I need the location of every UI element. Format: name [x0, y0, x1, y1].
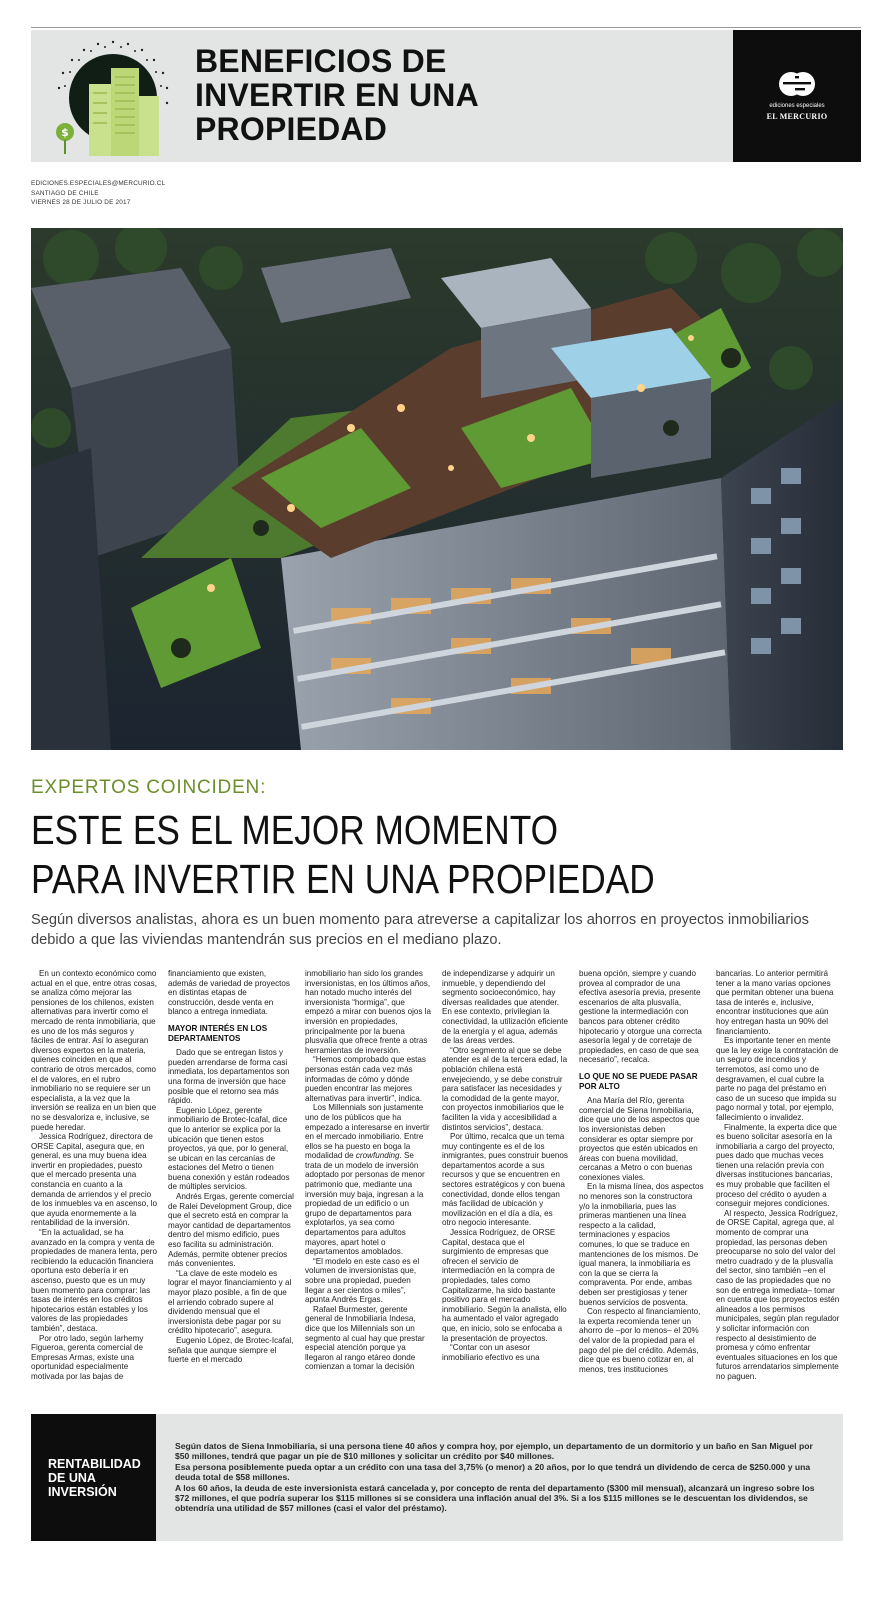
paragraph: Jessica Rodríguez, de ORSE Capital, destaca que el surgimiento de empresas que ofrecen el servicio de intermediación en la compra de propiedades, tales como Capitalizarme, ha sido bastante positivo para el mercado inmobiliario. Según la analista, ello ha aumentado el valor agregado que, en inicio, solo se enfocaba a la presentación de proyectos.: [442, 1228, 567, 1343]
article-column-4: [442, 969, 568, 1399]
paragraph: Rafael Burmester, gerente general de Inmobiliaria Indesa, dice que los Millennials son un segmento al cual hay que prestar especial atención porque ya llegaron al rango etáreo donde comienzan a tomar la decisión: [305, 1304, 425, 1372]
el-mercurio-logo-icon: [777, 70, 817, 98]
section-header: [31, 30, 861, 162]
article-column-5: [579, 969, 705, 1399]
emphasis-term: crowfunding: [355, 1151, 400, 1161]
edition-city: SANTIAGO DE CHILE: [31, 189, 99, 197]
paragraph: bancarias. Lo anterior permitirá tener a la mano varias opciones que permitan obtener una buena tasa de interés e, inclusive, encontrar instituciones que aún hoy entregan hasta un 90% del financiamiento.: [716, 969, 834, 1036]
paragraph: Dado que se entregan listos y pueden arrendarse de forma casi inmediata, los departamentos son una forma de inversión que hace posible que el retorno sea más rápido.: [168, 1048, 290, 1106]
paragraph: “Otro segmento al que se debe atender es al de la tercera edad, la población chilena está envejeciendo, y se debe construir para satisfacer las necesidades y la comodidad de la gente mayor, con proyectos inmobiliarios que le faciliten la vida y accesibilidad a distintos servicios”, destaca.: [442, 1045, 568, 1132]
text-run: Los Millennials son justamente uno de los públicos que ha empezado a interesarse en invertir en el mercado inmobiliario. Entre ellos se ha puesto en boga la modalidad de: [305, 1103, 430, 1161]
paragraph: En un contexto económico como actual en el que, entre otras cosas, se analiza cómo mejorar las pensiones de los chilenos, existen alternativas para invertir como el mercado de renta inmobiliaria, que es uno de los más seguros y fáciles de entrar. Así lo aseguran diversos expertos en la materia, quienes coinciden en que al contrario de otros mercados, como el de valores, en el rubro inmobiliario no se requiere ser un especialista, a la vez que la inversión se realiza en un bien que no se desvaloriza e, inclusive, se puede heredar.: [31, 969, 157, 1132]
rentabilidad-label-block: [31, 1414, 156, 1541]
brand-block: [733, 30, 861, 162]
paragraph: inmobiliario han sido los grandes inversionistas, en los últimos años, han notado mucho interés del inversionista “hormiga”, que empezó a mirar con buenos ojos la inversión en propiedades, principalmente por la buena plusvalía que ofrece frente a otras herramientas de inversión.: [305, 969, 431, 1055]
paragraph: financiamiento que existen, además de variedad de proyectos en distintas etapas de construcción, desde venta en blanco a entrega inmediata.: [168, 969, 290, 1017]
rentabilidad-text: [175, 1441, 827, 1514]
article-headline: [31, 806, 736, 904]
paragraph: Es importante tener en mente que la ley exige la contratación de un seguro de incendios y terremotos, así como uno de desgravamen, el cual cubre la parte no paga del préstamo en caso de un suceso que impida su pago normal y total, por ejemplo, fallecimiento o invalidez.: [716, 1036, 839, 1122]
article-column-2: [168, 969, 294, 1399]
paragraph: Andrés Ergas, gerente comercial de Ralei Development Group, dice que el secreto está en comprar la mayor cantidad de departamentos dentro del mismo edificio, pues eso facilita su administración. Además, permite obtener precios más convenientes.: [168, 1192, 294, 1269]
article-column-3: [305, 969, 431, 1399]
paragraph: Jessica Rodríguez, directora de ORSE Capital, asegura que, en general, es una muy buena idea invertir en propiedades, puesto que el mercado presenta una constancia en cuanto a la demanda de arriendos y el precio de los inmuebles va en ascenso, lo que ayuda enormemente a la rentabilidad de la inversión.: [31, 1132, 157, 1228]
brand-subtitle: ediciones especiales: [769, 103, 825, 109]
rooftop-illustration: [31, 228, 843, 750]
building-logo-icon: [53, 36, 173, 156]
paragraph: A los 60 años, la deuda de este inversionista estará cancelada y, por concepto de renta del departamento ($300 mil mensual), alcanzará un ingreso sobre los $72 millones, el que podría superar los $115 millones si se considera una inflación anual del 3%. Si a los $115 millones se le descuentan los dividendos, se obtendría una utilidad de $57 millones (casi el valor del préstamo).: [175, 1482, 815, 1514]
hero-photo: [31, 228, 843, 750]
article-column-6: [716, 969, 842, 1399]
paragraph: de independizarse y adquirir un inmueble, y dependiendo del segmento socioeconómico, hay diversas realidades que atender. En ese contexto, privilegian la conectividad, la utilización eficiente de la energía y el agua, además de las áreas verdes.: [442, 969, 568, 1046]
paragraph: “Hemos comprobado que estas personas están cada vez más informadas de cómo y dónde pueden encontrar las mejores alternativas para invertir”, indica.: [305, 1055, 426, 1103]
section-title: BENEFICIOS DE INVERTIR EN UNA PROPIEDAD: [195, 43, 478, 147]
paragraph: buena opción, siempre y cuando provea al comprador de una efectiva asesoría previa, presente escenarios de alta plusvalía, gestione la intermediación con bancos para obtener crédito hipotecario y otorgue una correcta asesoría legal y de corretaje de propiedades, en caso de que sea necesario”, recalca.: [579, 969, 702, 1065]
edition-date: VIERNES 28 DE JULIO DE 2017: [31, 199, 131, 207]
brand-name: EL MERCURIO: [766, 112, 828, 121]
paragraph: Al respecto, Jessica Rodríguez, de ORSE Capital, agrega que, al momento de comprar una propiedad, las personas deben preocuparse no solo del valor del metro cuadrado y de la plusvalía del sector, sino también –en el caso de las propiedades que no son de entrega inmediata– tomar en cuenta que los proyectos estén alineados a los permisos municipales, según plan regulador y solicitar información con respecto al desistimiento de promesa y cómo enfrentar eventuales situaciones en los que futuros arrendatarios simplemente no paguen.: [716, 1208, 840, 1381]
paragraph: “El modelo en este caso es el volumen de inversionistas que, sobre una propiedad, pueden llegar a ser cientos o miles”, apunta Andrés Ergas.: [305, 1256, 420, 1305]
article-kicker: EXPERTOS COINCIDEN:: [31, 777, 267, 798]
paragraph: En la misma línea, dos aspectos no menores son la constructora y/o la inmobiliaria, pues las primeras mantienen una línea respecto a la calidad, terminaciones y espacios comunes, lo que se traduce en mantenciones de los mismos. De igual manera, la inmobiliaria es con la que se cierra la compraventa. Por ende, ambas deben ser prestigiosas y tener buenos servicios de posventa.: [579, 1182, 704, 1307]
rentabilidad-label: RENTABILIDAD DE UNA INVERSIÓN: [48, 1457, 141, 1499]
paragraph: [305, 1103, 431, 1257]
subheading: MAYOR INTERÉS EN LOS DEPARTAMENTOS: [168, 1023, 268, 1043]
edition-meta: [31, 179, 165, 208]
text-run: . Se trata de un modelo de inversión adoptado por personas de menor patrimonio que, mediante una inversión muy baja, ingresan a la propiedad de un edificio o un grupo de departamentos para explotarlos, ya sea como departamentos para adultos mayores, apart hotel o departamentos amoblados.: [305, 1151, 425, 1257]
headline-line-2: PARA INVERTIR EN UNA PROPIEDAD: [31, 856, 655, 902]
article-column-1: [31, 969, 157, 1399]
paragraph: Esa persona posiblemente pueda optar a un crédito con una tasa del 3,75% (o menor) a 20 años, por lo que tendrá un dividendo de cerca de $250.000 y una deuda total de $58 millones.: [175, 1461, 811, 1483]
paragraph: “En la actualidad, se ha avanzado en la compra y venta de propiedades de manera lenta, pero recibiendo la educación financiera oportuna esto debería ir en ascenso, puesto que es un muy buen momento para comprar: las tasas de interés en los créditos hipotecarios están estables y los valores de las propiedades también”, destaca.: [31, 1228, 157, 1333]
edition-email: EDICIONES.ESPECIALES@MERCURIO.CL: [31, 180, 166, 187]
article-body: [31, 969, 843, 1399]
paragraph: Eugenio López, gerente inmobiliario de Brotec-Icafal, dice que lo anterior se explica por la ubicación que tienen estos proyectos, ya que, por lo general, se ubican en las cercanías de estaciones del Metro o tienen buena conexión y están rodeados de múltiples servicios.: [168, 1105, 290, 1192]
paragraph: Por otro lado, según Iarhemy Figueroa, gerenta comercial de Empresas Armas, existe una oportunidad especialmente motivada por las bajas de: [31, 1333, 144, 1381]
paragraph: Finalmente, la experta dice que es bueno solicitar asesoría en la inmobiliaria a cargo del proyecto, pues dado que muchas veces tienen una relación previa con diversas instituciones bancarias, es muy probable que faciliten el proceso del crédito o ayuden a conseguir mejores condiciones.: [716, 1122, 837, 1209]
top-rule: [31, 27, 861, 28]
rentabilidad-box: [31, 1414, 843, 1541]
article-deck: Según diversos analistas, ahora es un buen momento para atreverse a capitalizar los ahorros en proyectos inmobiliarios debido a que las viviendas mantendrán sus precios en el mediano plazo.: [31, 912, 809, 948]
svg-text:$: $: [61, 126, 69, 139]
paragraph: “Contar con un asesor inmobiliario efectivo es una: [442, 1343, 540, 1362]
paragraph: Eugenio López, de Brotec-Icafal, señala que aunque siempre el fuerte en el mercado: [168, 1335, 294, 1365]
paragraph: “La clave de este modelo es lograr el mayor financiamiento y al mayor plazo posible, a fin de que el arriendo cobrado supere al dividendo mensual que el inversionista debe pagar por su crédito hipotecario”, asegura.: [168, 1268, 292, 1336]
subheading: LO QUE NO SE PUEDE PASAR POR ALTO: [579, 1071, 698, 1091]
paragraph: Por último, recalca que un tema muy contingente es el de los inmigrantes, pues construir buenos departamentos acorde a sus recursos y que se encuentren en sectores estratégicos y con buena conectividad, donde ellos tengan más facilidad de ubicación y movilización en el día a día, es otro negocio interesante.: [442, 1132, 568, 1228]
paragraph: Según datos de Siena Inmobiliaria, si una persona tiene 40 años y compra hoy, por ejemplo, un departamento de un dormitorio y un baño en San Miguel por $50 millones, tendrá que pagar un pie de $10 millones y solicitar un crédito por $40 millones.: [175, 1441, 813, 1462]
paragraph: Con respecto al financiamiento, la experta recomienda tener un ahorro de –por lo menos– el 20% del valor de la propiedad para el pago del pie del crédito. Además, dice que es bueno cotizar en, al menos, tres instituciones: [579, 1307, 701, 1374]
paragraph: Ana María del Río, gerenta comercial de Siena Inmobiliaria, dice que uno de los aspectos que los inversionistas deben considerar es optar siempre por proyectos que estén ubicados en áreas con buena movilidad, cercanas a Metro o con buenas conexiones viales.: [579, 1096, 700, 1182]
headline-line-1: ESTE ES EL MEJOR MOMENTO: [31, 807, 559, 853]
